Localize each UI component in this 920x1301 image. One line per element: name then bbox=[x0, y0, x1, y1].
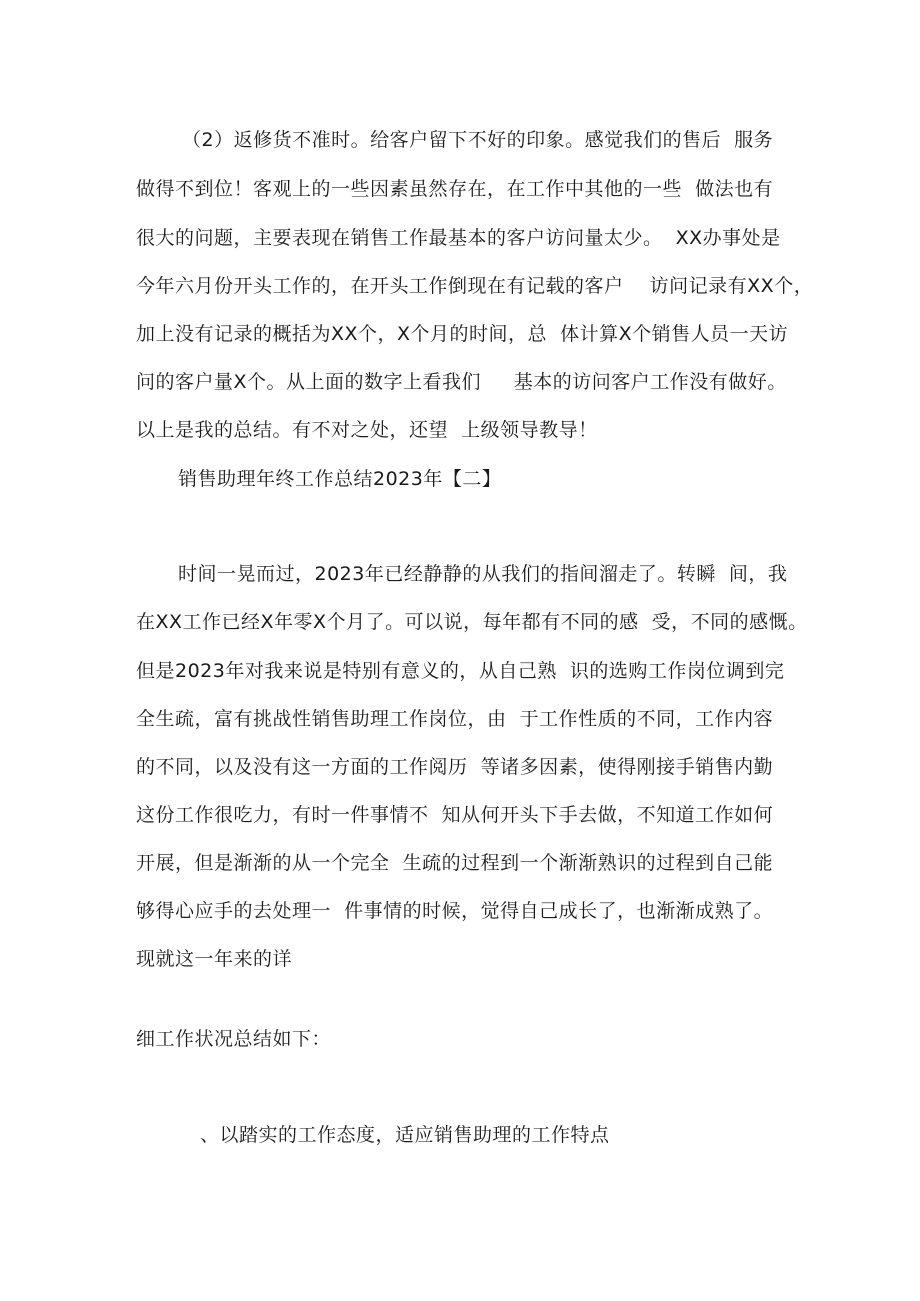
paragraph-line: 在XX工作已经X年零X个月了。可以说，每年都有不同的感 受，不同的感慨。 bbox=[136, 611, 808, 633]
paragraph-line: 今年六月份开头工作的，在开头工作倒现在有记载的客户 访问记录有XX个， bbox=[136, 275, 814, 297]
paragraph-line: 全生疏，富有挑战性销售助理工作岗位，由 于工作性质的不同，工作内容 bbox=[136, 708, 774, 730]
paragraph-line: （2）返修货不准时。给客户留下不好的印象。感觉我们的售后 服务 bbox=[182, 129, 774, 151]
paragraph-line: 的不同，以及没有这一方面的工作阅历 等诸多因素，使得刚接手销售内勤 bbox=[136, 756, 774, 778]
paragraph-line: 开展，但是渐渐的从一个完全 生疏的过程到一个渐渐熟识的过程到自己能 bbox=[136, 852, 774, 874]
paragraph-line: 问的客户量X个。从上面的数字上看我们 基本的访问客户工作没有做好。 bbox=[136, 371, 787, 393]
paragraph-line: 很大的问题，主要表现在销售工作最基本的客户访问量太少。 XX办事处是 bbox=[136, 227, 781, 249]
section-title: 销售助理年终工作总结2023年【二】 bbox=[178, 468, 502, 490]
paragraph-line: 细工作状况总结如下： bbox=[136, 1028, 332, 1050]
paragraph-line: 现就这一年来的详 bbox=[136, 948, 293, 970]
paragraph-line: 做得不到位！客观上的一些因素虽然存在，在工作中其他的一些 做法也有 bbox=[136, 178, 774, 200]
paragraph-line: 这份工作很吃力，有时一件事情不 知从何开头下手去做，不知道工作如何 bbox=[136, 804, 774, 826]
paragraph-line: 时间一晃而过，2023年已经静静的从我们的指间溜走了。转瞬 间，我 bbox=[178, 563, 788, 585]
subheading: 、以踏实的工作态度，适应销售助理的工作特点 bbox=[200, 1124, 610, 1146]
paragraph-line: 加上没有记录的概括为XX个，X个月的时间，总 体计算X个销售人员一天访 bbox=[136, 323, 789, 345]
paragraph-line: 够得心应手的去处理一 件事情的时候，觉得自己成长了，也渐渐成熟了。 bbox=[136, 900, 774, 922]
paragraph-line: 以上是我的总结。有不对之处，还望 上级领导教导！ bbox=[136, 419, 598, 441]
paragraph-line: 但是2023年对我来说是特别有意义的，从自己熟 识的选购工作岗位调到完 bbox=[136, 660, 785, 682]
